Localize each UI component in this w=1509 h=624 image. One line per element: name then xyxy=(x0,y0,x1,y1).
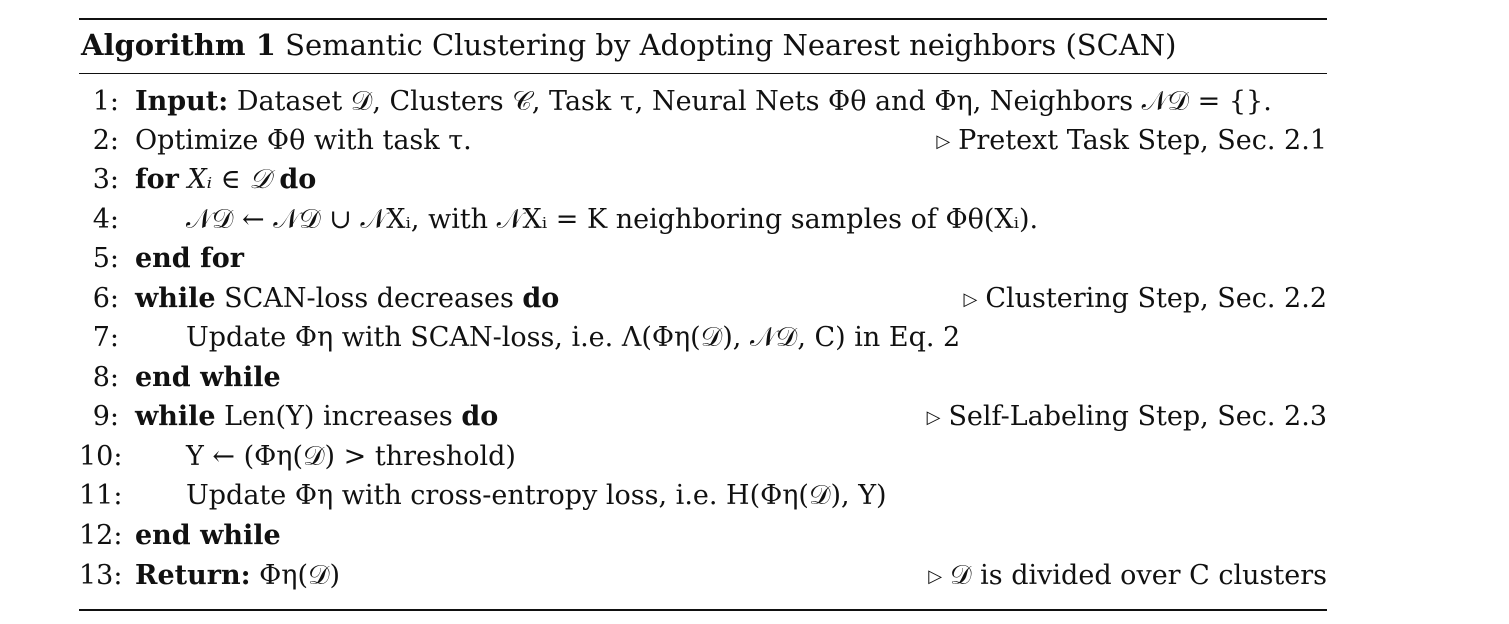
algorithm-line-10 xyxy=(79,437,1327,477)
line-text: Update Φη with cross-entropy loss, i.e. H(Φη(𝒟), Y) xyxy=(186,480,887,511)
top-rule xyxy=(79,18,1327,20)
algorithm-line-4 xyxy=(79,200,1327,240)
caption-rule xyxy=(79,73,1327,74)
line-body xyxy=(135,397,498,437)
line-body xyxy=(135,279,559,319)
algorithm-line-12 xyxy=(79,516,1327,556)
line-body xyxy=(186,318,960,358)
line-comment xyxy=(927,397,1327,438)
keyword-end: do xyxy=(461,401,499,432)
algorithm-line-8 xyxy=(79,358,1327,398)
line-text: SCAN-loss decreases xyxy=(224,283,514,314)
line-number: 1: xyxy=(92,86,119,117)
keyword: end while xyxy=(135,362,281,393)
line-number: 9: xyxy=(92,401,119,432)
comment-triangle-icon: ▷ xyxy=(963,289,978,310)
line-body xyxy=(135,556,340,596)
algorithm-label: Algorithm 1 xyxy=(81,28,276,62)
algorithm-line-1 xyxy=(79,82,1327,122)
algorithm-box xyxy=(79,18,1327,610)
line-comment xyxy=(936,121,1327,162)
keyword: while xyxy=(135,401,216,432)
line-number: 13: xyxy=(79,560,123,591)
line-body xyxy=(135,239,244,279)
keyword: end while xyxy=(135,520,281,551)
comment-text: Clustering Step, Sec. 2.2 xyxy=(985,283,1327,314)
line-number: 10: xyxy=(79,441,123,472)
keyword-end: do xyxy=(279,164,317,195)
line-text: Dataset 𝒟, Clusters 𝒞, Task τ, Neural Nets Φθ and Φη, Neighbors 𝒩𝒟 = {}. xyxy=(236,86,1272,117)
line-body xyxy=(135,82,1272,122)
algorithm-line-11 xyxy=(79,476,1327,516)
algorithm-line-3 xyxy=(79,160,1327,200)
comment-text: 𝒟 is divided over C clusters xyxy=(950,560,1327,591)
line-body xyxy=(135,160,316,200)
line-text: 𝒩𝒟 ← 𝒩𝒟 ∪ 𝒩Xᵢ, with 𝒩Xᵢ = K neighboring samples of Φθ(Xᵢ). xyxy=(186,204,1039,235)
line-number: 2: xyxy=(92,125,119,156)
keyword: Input: xyxy=(135,86,229,117)
line-number: 6: xyxy=(92,283,119,314)
keyword-end: do xyxy=(522,283,560,314)
line-number: 12: xyxy=(79,520,123,551)
comment-triangle-icon: ▷ xyxy=(936,131,951,152)
algorithm-line-7 xyxy=(79,318,1327,358)
line-number: 3: xyxy=(92,164,119,195)
line-body xyxy=(186,200,1038,240)
line-comment xyxy=(928,556,1327,597)
line-text: Xᵢ ∈ 𝒟 xyxy=(187,164,271,195)
line-number: 11: xyxy=(79,480,123,511)
keyword: for xyxy=(135,164,179,195)
algorithm-caption xyxy=(81,26,1176,64)
keyword: Return: xyxy=(135,560,251,591)
algorithm-line-5 xyxy=(79,239,1327,279)
line-body xyxy=(135,516,281,556)
line-text: Optimize Φθ with task τ. xyxy=(135,125,472,156)
algorithm-line-13 xyxy=(79,556,1327,596)
algorithm-title: Semantic Clustering by Adopting Nearest neighbors (SCAN) xyxy=(285,28,1177,62)
comment-text: Self-Labeling Step, Sec. 2.3 xyxy=(948,401,1327,432)
comment-text: Pretext Task Step, Sec. 2.1 xyxy=(958,125,1327,156)
line-body xyxy=(135,121,472,161)
bottom-rule xyxy=(79,609,1327,611)
algorithm-line-9 xyxy=(79,397,1327,437)
line-body xyxy=(186,476,887,516)
line-number: 5: xyxy=(92,243,119,274)
line-number: 4: xyxy=(92,204,119,235)
algorithm-line-2 xyxy=(79,121,1327,161)
line-body xyxy=(186,437,516,477)
line-text: Len(Y) increases xyxy=(224,401,453,432)
line-number: 8: xyxy=(92,362,119,393)
comment-triangle-icon: ▷ xyxy=(928,566,943,587)
line-text: Y ← (Φη(𝒟) > threshold) xyxy=(186,441,516,472)
line-body xyxy=(135,358,281,398)
line-text: Φη(𝒟) xyxy=(259,560,341,591)
line-text: Update Φη with SCAN-loss, i.e. Λ(Φη(𝒟), 𝒩𝒟, C) in Eq. 2 xyxy=(186,322,961,353)
comment-triangle-icon: ▷ xyxy=(926,407,941,428)
line-comment xyxy=(964,279,1327,320)
line-number: 7: xyxy=(92,322,119,353)
keyword: while xyxy=(135,283,216,314)
algorithm-line-6 xyxy=(79,279,1327,319)
keyword: end for xyxy=(135,243,244,274)
